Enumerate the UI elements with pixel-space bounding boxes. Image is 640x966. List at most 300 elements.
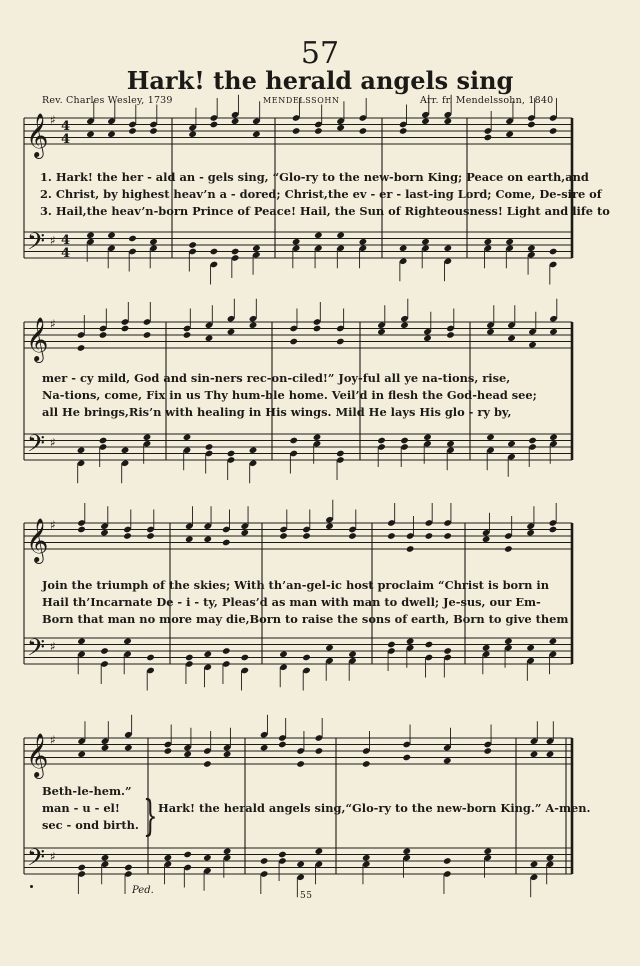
note-head [443, 744, 452, 752]
note-head [444, 111, 453, 119]
note-head [124, 864, 133, 872]
note-head [77, 519, 86, 527]
note-head [99, 443, 108, 451]
note-head [314, 127, 323, 135]
note-head [505, 238, 514, 246]
note-head [124, 744, 133, 752]
note-head [77, 650, 86, 658]
note-head [128, 248, 137, 256]
note-head [313, 433, 322, 441]
note-head [549, 526, 558, 534]
note-head [249, 315, 258, 323]
note-head [292, 244, 301, 252]
note-head [249, 446, 258, 454]
note-head [359, 244, 368, 252]
note-head [406, 644, 415, 652]
note-head [527, 114, 536, 122]
note-head [260, 857, 269, 865]
note-head [313, 440, 322, 448]
note-head [507, 440, 516, 448]
note-head [77, 446, 86, 454]
note-head [446, 325, 455, 333]
note-head [549, 315, 558, 323]
note-head [399, 257, 408, 265]
note-head [402, 847, 411, 855]
note-head [362, 760, 371, 768]
verse-ending-3: sec - ond birth. [42, 818, 139, 832]
note-head [402, 854, 411, 862]
note-head [423, 440, 432, 448]
note-head [546, 854, 555, 862]
note-head [188, 248, 197, 256]
note-head [526, 529, 535, 537]
bass-clef: 𝄢 [27, 633, 46, 667]
note-head [279, 663, 288, 671]
note-head [101, 737, 110, 745]
note-head [296, 760, 305, 768]
note-head [314, 244, 323, 252]
note-head [446, 440, 455, 448]
note-head [314, 231, 323, 239]
note-head [336, 231, 345, 239]
note-head [252, 244, 261, 252]
note-head [400, 315, 409, 323]
note-head [482, 529, 491, 537]
note-head [121, 446, 130, 454]
note-head [399, 121, 408, 129]
note-head [183, 864, 192, 872]
note-head [296, 873, 305, 881]
time-signature: 4 [61, 246, 71, 261]
note-head [336, 325, 345, 333]
note-head [296, 747, 305, 755]
lyric-line-3-1: Join the triumph of the skies; With th’an-gel-ic host proclaim “Christ is born in [42, 578, 550, 592]
time-signature: 4 [61, 233, 71, 248]
sharp-sign: ♯ [50, 112, 56, 127]
note-head [325, 644, 334, 652]
note-head [143, 433, 152, 441]
note-head [315, 734, 324, 742]
note-head [486, 321, 495, 329]
note-head [149, 244, 158, 252]
note-head [107, 244, 116, 252]
note-head [210, 248, 219, 256]
note-head [446, 331, 455, 339]
note-head [444, 117, 453, 125]
note-head [315, 747, 324, 755]
note-head [296, 860, 305, 868]
note-head [549, 261, 558, 269]
note-head [123, 532, 132, 540]
sharp-sign: ♯ [50, 233, 56, 248]
hymn-title: Hark! the herald angels sing [126, 66, 514, 95]
note-head [362, 854, 371, 862]
note-head [377, 443, 386, 451]
note-head [362, 747, 371, 755]
note-head [107, 231, 116, 239]
note-head [425, 641, 434, 649]
note-head [348, 526, 357, 534]
note-head [549, 114, 558, 122]
note-head [315, 860, 324, 868]
note-head [203, 854, 212, 862]
note-head [359, 114, 368, 122]
note-head [528, 443, 537, 451]
note-head [348, 650, 357, 658]
note-head [482, 535, 491, 543]
note-head [203, 760, 212, 768]
note-head [183, 446, 192, 454]
note-head [77, 344, 86, 352]
note-head [527, 251, 536, 259]
sharp-sign: ♯ [50, 435, 56, 450]
note-head [443, 857, 452, 865]
note-head [527, 121, 536, 129]
note-head [362, 860, 371, 868]
note-head [314, 121, 323, 129]
note-head [399, 244, 408, 252]
note-head [336, 244, 345, 252]
verse-brace: } [143, 791, 158, 840]
page-number: 55 [300, 891, 313, 901]
note-head [400, 437, 409, 445]
note-head [210, 261, 219, 269]
sharp-sign: ♯ [50, 639, 56, 654]
lyric-line-1-3: 3. Hail,the heav’n-born Prince of Peace! Hail, the Sun of Righteousness! Light and life to [40, 204, 610, 218]
note-head [483, 854, 492, 862]
note-head [443, 532, 452, 540]
note-head [231, 254, 240, 262]
note-head [446, 446, 455, 454]
bass-clef: 𝄢 [27, 429, 46, 463]
lyric-line-2-2: Na-tions, come, Fix in us Thy hum-ble home. Veil’d in flesh the God-head see; [42, 388, 537, 402]
note-head [86, 117, 95, 125]
note-head [240, 667, 249, 675]
note-head [402, 754, 411, 762]
note-head [185, 660, 194, 668]
note-head [425, 532, 434, 540]
treble-clef: 𝄞 [26, 317, 49, 361]
note-head [278, 857, 287, 865]
note-head [183, 433, 192, 441]
note-head [348, 532, 357, 540]
bass-clef: 𝄢 [27, 843, 46, 877]
note-head [188, 124, 197, 132]
note-head [423, 334, 432, 342]
sharp-sign: ♯ [50, 732, 56, 747]
note-head [484, 134, 493, 142]
note-head [546, 750, 555, 758]
note-head [205, 450, 214, 458]
lyric-line-3-2: Hail th’Incarnate De - i - ty, Pleas’d as man with man to dwell; Je-sus, our Em- [42, 595, 541, 609]
note-head [530, 873, 539, 881]
note-head [289, 338, 298, 346]
note-head [406, 637, 415, 645]
note-head [400, 443, 409, 451]
note-head [406, 532, 415, 540]
note-head [240, 654, 249, 662]
sharp-sign: ♯ [50, 316, 56, 331]
note-head [210, 114, 219, 122]
note-head [99, 437, 108, 445]
note-head [444, 244, 453, 252]
note-head [203, 650, 212, 658]
note-head [100, 522, 109, 530]
note-head [99, 325, 108, 333]
note-head [227, 450, 236, 458]
note-head [526, 522, 535, 530]
note-head [164, 747, 173, 755]
note-head [260, 744, 269, 752]
note-head [302, 532, 311, 540]
note-head [188, 130, 197, 138]
note-head [279, 526, 288, 534]
note-head [443, 654, 452, 662]
note-head [505, 130, 514, 138]
note-head [421, 244, 430, 252]
note-head [423, 433, 432, 441]
note-head [203, 535, 212, 543]
note-head [292, 127, 301, 135]
note-head [205, 334, 214, 342]
treble-clef: 𝄞 [26, 733, 49, 777]
note-head [278, 851, 287, 859]
note-head [203, 747, 212, 755]
note-head [77, 737, 86, 745]
note-head [260, 870, 269, 878]
note-head [484, 238, 493, 246]
note-head [421, 111, 430, 119]
note-head [77, 864, 86, 872]
note-head [443, 519, 452, 527]
lyric-line-3-3: Born that man no more may die,Born to raise the sons of earth, Born to give them [42, 612, 569, 626]
note-head [86, 130, 95, 138]
hymn-number: 57 [300, 36, 340, 71]
note-head [546, 860, 555, 868]
note-head [249, 459, 258, 467]
note-head [549, 127, 558, 135]
note-head [527, 244, 536, 252]
note-head [425, 654, 434, 662]
note-head [313, 318, 322, 326]
note-head [183, 331, 192, 339]
note-head [252, 117, 261, 125]
note-head [443, 757, 452, 765]
note-head [143, 318, 152, 326]
note-head [336, 338, 345, 346]
note-head [406, 545, 415, 553]
tune-name: MENDELSSOHN [263, 96, 340, 105]
note-head [121, 325, 130, 333]
bass-clef: 𝄢 [27, 227, 46, 261]
note-head [100, 647, 109, 655]
note-head [289, 450, 298, 458]
note-head [444, 257, 453, 265]
note-head [387, 519, 396, 527]
time-signature: 4 [61, 132, 71, 147]
note-head [279, 532, 288, 540]
note-head [252, 130, 261, 138]
note-head [549, 328, 558, 336]
note-head [504, 637, 513, 645]
lyric-line-1-2: 2. Christ, by highest heav’n a - dored; Christ,the ev - er - last-ing Lord; Come, De-sire of [40, 187, 602, 201]
note-head [124, 731, 133, 739]
note-head [504, 644, 513, 652]
note-head [526, 644, 535, 652]
note-head [315, 847, 324, 855]
note-head [128, 121, 137, 129]
note-head [292, 114, 301, 122]
note-head [146, 532, 155, 540]
note-head [223, 744, 232, 752]
note-head [101, 860, 110, 868]
note-head [377, 437, 386, 445]
note-head [107, 130, 116, 138]
note-head [507, 334, 516, 342]
note-head [143, 440, 152, 448]
note-head [77, 750, 86, 758]
note-head [530, 750, 539, 758]
note-head [231, 111, 240, 119]
note-head [425, 519, 434, 527]
note-head [123, 650, 132, 658]
note-head [484, 127, 493, 135]
note-head [359, 127, 368, 135]
note-head [359, 238, 368, 246]
note-head [278, 734, 287, 742]
note-head [313, 325, 322, 333]
note-head [146, 654, 155, 662]
sharp-sign: ♯ [50, 849, 56, 864]
note-head [77, 459, 86, 467]
note-head [505, 117, 514, 125]
note-head [336, 117, 345, 125]
note-head [486, 446, 495, 454]
note-head [260, 731, 269, 739]
note-head [526, 657, 535, 665]
note-head [482, 644, 491, 652]
note-head [99, 331, 108, 339]
note-head [146, 667, 155, 675]
note-head [387, 647, 396, 655]
note-head [402, 741, 411, 749]
note-head [507, 453, 516, 461]
note-head [143, 331, 152, 339]
note-head [128, 235, 137, 243]
note-head [302, 667, 311, 675]
note-head [484, 244, 493, 252]
note-head [203, 522, 212, 530]
note-head [336, 450, 345, 458]
note-head [279, 650, 288, 658]
note-head [149, 127, 158, 135]
note-head [223, 847, 232, 855]
author-credit: Rev. Charles Wesley, 1739 [42, 95, 173, 106]
note-head [423, 328, 432, 336]
note-head [443, 870, 452, 878]
note-head [302, 654, 311, 662]
note-head [483, 847, 492, 855]
note-head [549, 440, 558, 448]
lyric-line-1-1: 1. Hark! the her - ald an - gels sing, “Glo-ry to the new-born King; Peace on earth,and [40, 170, 589, 184]
note-head [549, 519, 558, 527]
note-head [443, 647, 452, 655]
note-head [399, 127, 408, 135]
note-head [123, 637, 132, 645]
note-head [123, 526, 132, 534]
note-head [504, 532, 513, 540]
note-head [205, 321, 214, 329]
note-head [77, 870, 86, 878]
note-head [231, 117, 240, 125]
note-head [421, 238, 430, 246]
note-head [549, 650, 558, 658]
note-head [124, 870, 133, 878]
note-head [77, 637, 86, 645]
note-head [203, 867, 212, 875]
treble-clef: 𝄞 [26, 113, 49, 157]
note-head [222, 647, 231, 655]
note-head [183, 744, 192, 752]
time-signature: 4 [61, 119, 71, 134]
note-head [101, 744, 110, 752]
note-head [121, 318, 130, 326]
pedal-marking: Ped. [132, 885, 154, 896]
note-head [530, 737, 539, 745]
lyric-line-2-3: all He brings,Ris’n with healing in His wings. Mild He lays His glo - ry by, [42, 405, 512, 419]
note-head [100, 660, 109, 668]
note-head [336, 456, 345, 464]
note-head [164, 741, 173, 749]
note-head [227, 328, 236, 336]
note-head [101, 854, 110, 862]
note-head [336, 124, 345, 132]
note-head [325, 516, 334, 524]
note-head [377, 321, 386, 329]
note-head [486, 328, 495, 336]
note-head [227, 456, 236, 464]
note-head [86, 231, 95, 239]
note-head [377, 328, 386, 336]
note-head [549, 433, 558, 441]
note-head [183, 325, 192, 333]
note-head [528, 328, 537, 336]
note-head [483, 747, 492, 755]
note-head [222, 539, 231, 547]
note-head [400, 321, 409, 329]
note-head [149, 121, 158, 129]
note-head [183, 851, 192, 859]
note-head [249, 321, 258, 329]
note-head [128, 127, 137, 135]
arranger-credit: Arr. fr. Mendelssohn, 1840 [420, 95, 554, 106]
note-head [292, 238, 301, 246]
note-head [549, 248, 558, 256]
note-head [185, 535, 194, 543]
sharp-sign: ♯ [50, 517, 56, 532]
note-head [549, 637, 558, 645]
note-head [289, 437, 298, 445]
note-head [528, 341, 537, 349]
note-head [278, 741, 287, 749]
note-head [483, 741, 492, 749]
note-head [77, 526, 86, 534]
note-head [546, 737, 555, 745]
note-head [223, 750, 232, 758]
note-head [528, 437, 537, 445]
note-head [185, 522, 194, 530]
note-head [504, 545, 513, 553]
